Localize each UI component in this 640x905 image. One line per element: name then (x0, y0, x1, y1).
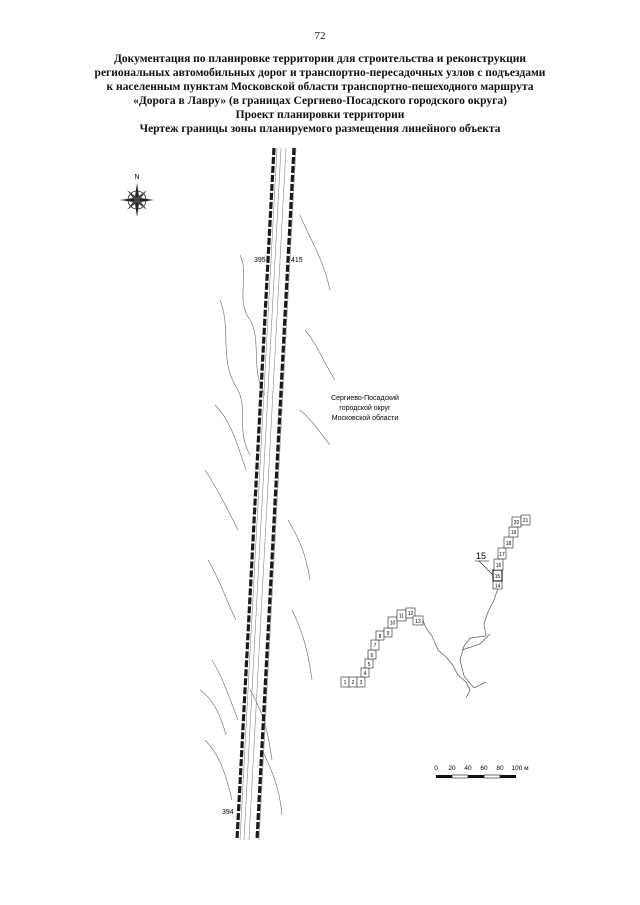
svg-text:1: 1 (343, 680, 347, 686)
svg-text:20: 20 (513, 520, 520, 526)
svg-text:7: 7 (373, 643, 377, 649)
callout (475, 551, 493, 575)
svg-text:12: 12 (407, 611, 414, 617)
svg-text:21: 21 (522, 518, 529, 524)
callout-label: 15 (476, 551, 487, 561)
svg-text:14: 14 (494, 583, 501, 590)
parcel (494, 559, 503, 570)
title-line: Проект планировки территории (235, 109, 405, 121)
svg-text:5: 5 (367, 662, 371, 668)
road-corridor (237, 148, 296, 840)
stream-lines (422, 582, 500, 698)
svg-text:19: 19 (510, 530, 517, 536)
parcel (397, 610, 406, 621)
svg-text:9: 9 (386, 631, 390, 637)
svg-text:11: 11 (398, 613, 405, 620)
scale-tick: 60 (480, 765, 488, 772)
svg-text:2: 2 (351, 680, 355, 686)
parcel (388, 617, 397, 628)
parcel (504, 537, 513, 548)
svg-text:15: 15 (494, 574, 501, 580)
parcel (493, 581, 502, 590)
scale-tick: 40 (464, 765, 472, 772)
parcel (368, 650, 376, 659)
svg-text:4: 4 (363, 671, 367, 677)
contour-label: 395 (254, 257, 266, 264)
svg-text:6: 6 (370, 653, 374, 659)
area-label-line: городской округ (339, 405, 391, 412)
parcel (357, 677, 365, 687)
svg-text:3: 3 (359, 680, 363, 686)
north-label: N (134, 174, 140, 181)
area-label (331, 394, 399, 422)
parcel (498, 548, 506, 559)
scale-tick: 20 (448, 765, 456, 772)
contour-label: 415 (291, 257, 303, 264)
area-label-line: Московской области (331, 415, 399, 422)
parcel (384, 628, 392, 637)
svg-text:10: 10 (389, 620, 396, 627)
svg-text:18: 18 (505, 541, 512, 547)
parcel-chain (341, 515, 530, 687)
scale-tick: 0 (434, 765, 438, 772)
svg-text:13: 13 (415, 619, 421, 625)
parcel (512, 517, 521, 527)
svg-text:8: 8 (378, 634, 382, 640)
scale-tick: 80 (496, 765, 504, 772)
scale-bar (434, 765, 529, 778)
title-line: региональных автомобильных дорог и транспортно-пересадочных узлов с подъездами (94, 67, 546, 79)
parcel (376, 631, 384, 640)
scale-tick: 100 м (511, 765, 529, 772)
title-line: Документация по планировке территории для строительства и реконструкции (114, 53, 526, 65)
parcel (371, 640, 379, 650)
area-label-line: Сергиево-Посадский (331, 395, 399, 402)
parcel (493, 570, 502, 581)
parcel (521, 515, 530, 525)
parcel (361, 668, 369, 677)
title-line: «Дорога в Лавру» (в границах Сергиево-Посадского городского округа) (133, 95, 507, 107)
parcel (341, 677, 349, 687)
contour-lines (200, 215, 335, 815)
contour-label: 394 (222, 809, 234, 816)
svg-text:17: 17 (499, 552, 505, 558)
parcel (413, 616, 423, 625)
title-line: к населенным пунктам Московской области транспортно-пешеходного маршрута (106, 81, 534, 93)
title-line: Чертеж границы зоны планируемого размещения линейного объекта (139, 123, 501, 135)
parcel (365, 659, 373, 668)
parcel (349, 677, 357, 687)
parcel (509, 527, 518, 537)
north-arrow-icon (120, 174, 154, 217)
svg-text:16: 16 (495, 563, 502, 569)
page-number: 72 (314, 30, 326, 42)
